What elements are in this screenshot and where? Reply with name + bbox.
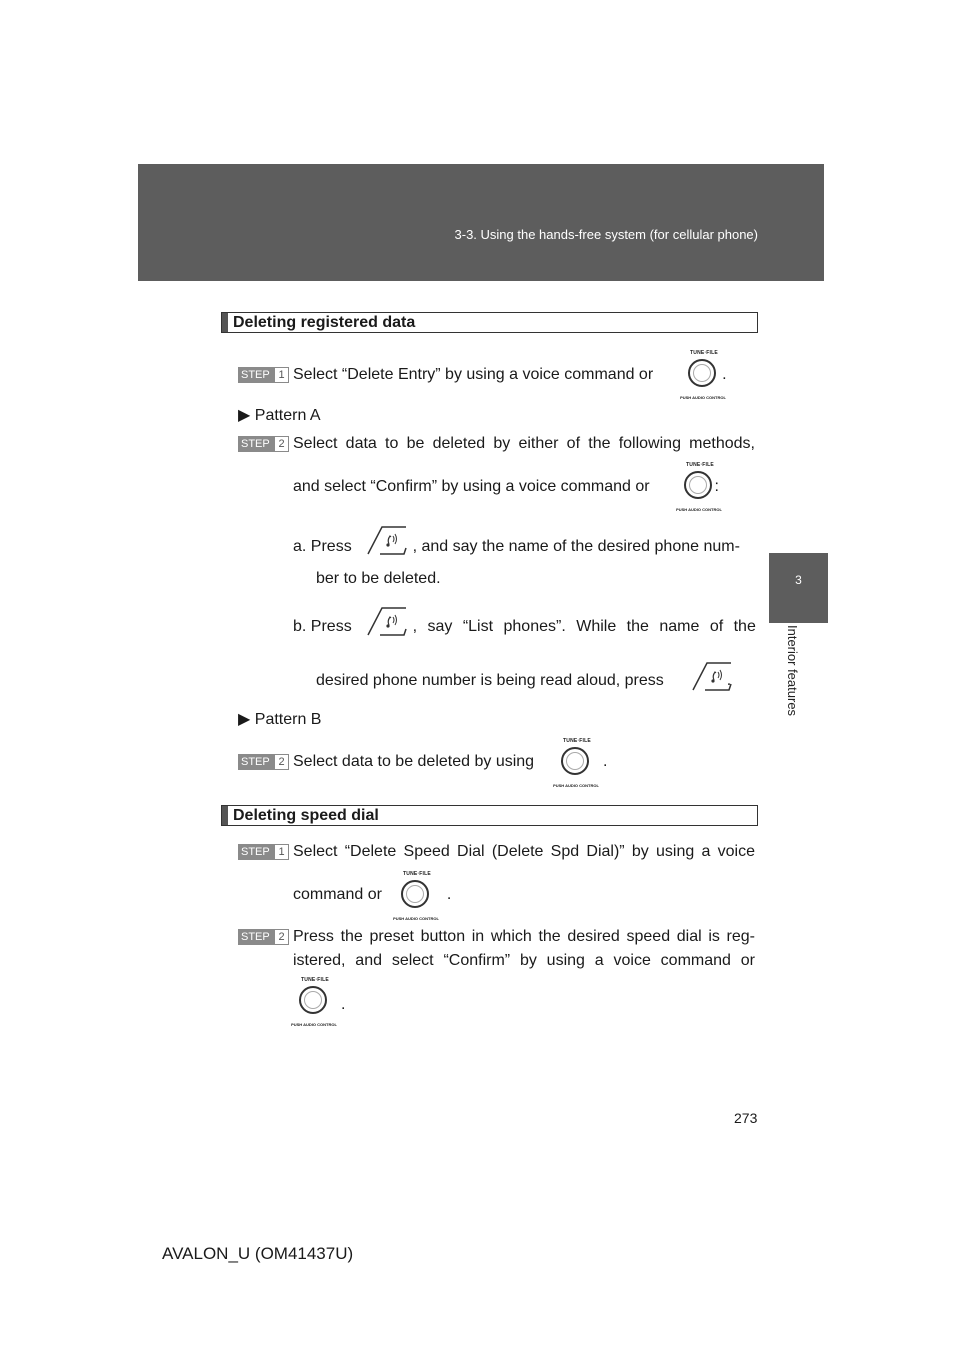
tune-file-knob-icon (393, 871, 441, 921)
knob-dial (401, 880, 429, 908)
talk-switch-icon (362, 524, 408, 556)
step-word: STEP (241, 369, 270, 381)
knob-bottom-label: PUSH AUDIO CONTROL (680, 395, 726, 400)
step-text (293, 478, 719, 496)
chapter-section-title: 3-3. Using the hands-free system (for cellular phone) (454, 227, 758, 242)
step-text-part: Select “Delete Entry” by using a voice command or (293, 366, 654, 383)
triangle-bullet-icon: ▶ (238, 711, 251, 728)
step-text-part: . (446, 886, 452, 903)
knob-bottom-label: PUSH AUDIO CONTROL (553, 783, 599, 788)
step-text-part: and select “Confirm” by using a voice command or (293, 478, 650, 495)
option-text-part: a. Press (293, 538, 352, 555)
step-word: STEP (241, 931, 270, 943)
option-text-part: b. Press (293, 618, 352, 635)
knob-top-label: TUNE·FILE (690, 350, 718, 356)
page-number: 273 (734, 1110, 758, 1126)
step-text-part: . (602, 753, 608, 770)
step-text-part: : (714, 478, 719, 495)
step-number: 1 (274, 845, 288, 859)
tune-file-knob-icon (291, 977, 339, 1027)
option-text-part: desired phone number is being read aloud, press (316, 672, 664, 689)
knob-bottom-label: PUSH AUDIO CONTROL (676, 507, 722, 512)
chapter-number: 3 (795, 573, 802, 587)
step-word: STEP (241, 438, 270, 450)
step-badge (238, 367, 289, 383)
pattern-b-label (238, 709, 321, 729)
knob-top-label: TUNE·FILE (563, 738, 591, 744)
knob-top-label: TUNE·FILE (301, 977, 329, 983)
step-text: . (341, 996, 346, 1013)
section-heading-deleting-speed-dial: Deleting speed dial (221, 805, 758, 826)
knob-bottom-label: PUSH AUDIO CONTROL (393, 916, 439, 921)
triangle-bullet-icon: ▶ (238, 407, 251, 424)
knob-dial (299, 986, 327, 1014)
step-text (293, 366, 727, 384)
step-text-part: Select data to be deleted by using (293, 753, 535, 770)
knob-top-label: TUNE·FILE (686, 462, 714, 468)
pattern-b-text: Pattern B (254, 711, 322, 728)
chapter-header-band (138, 164, 824, 281)
step-badge (238, 436, 289, 452)
talk-switch-icon (687, 660, 733, 692)
step-word: STEP (241, 846, 270, 858)
knob-bottom-label: PUSH AUDIO CONTROL (291, 1022, 337, 1027)
step-badge (238, 844, 289, 860)
step-text: Select “Delete Speed Dial (Delete Spd Dial)” by using a voice (293, 843, 755, 860)
pattern-a-label (238, 405, 321, 425)
chapter-side-tab (769, 553, 828, 623)
step-badge (238, 929, 289, 945)
step-number: 2 (274, 437, 288, 451)
knob-dial (688, 359, 716, 387)
knob-top-label: TUNE·FILE (403, 871, 431, 877)
tune-file-knob-icon (680, 350, 728, 400)
step-number: 2 (274, 755, 288, 769)
option-text-part: , say “List phones”. While the name of the (412, 618, 756, 635)
document-code: AVALON_U (OM41437U) (162, 1244, 354, 1263)
step-word: STEP (241, 756, 270, 768)
step-number: 2 (274, 930, 288, 944)
option-text-part: . (726, 672, 732, 689)
step-text-part: . (722, 366, 727, 383)
option-a-line (293, 538, 740, 556)
talk-switch-icon (362, 605, 408, 637)
step-number: 1 (274, 368, 288, 382)
step-badge (238, 754, 289, 770)
step-text-part: command or (293, 886, 382, 903)
knob-dial (684, 471, 712, 499)
chapter-side-label: Interior features (785, 625, 800, 717)
step-text: Press the preset button in which the desired speed dial is reg- (293, 928, 755, 945)
step-text: Select data to be deleted by either of the following methods, (293, 435, 755, 452)
tune-file-knob-icon (553, 738, 601, 788)
option-a-line: ber to be deleted. (316, 570, 441, 587)
knob-dial (561, 747, 589, 775)
step-text: istered, and select “Confirm” by using a voice command or (293, 952, 755, 969)
section-heading-deleting-registered-data: Deleting registered data (221, 312, 758, 333)
option-b-line (316, 672, 731, 690)
option-text-part: , and say the name of the desired phone num- (412, 538, 740, 555)
pattern-a-text: Pattern A (254, 407, 321, 424)
tune-file-knob-icon (676, 462, 724, 512)
